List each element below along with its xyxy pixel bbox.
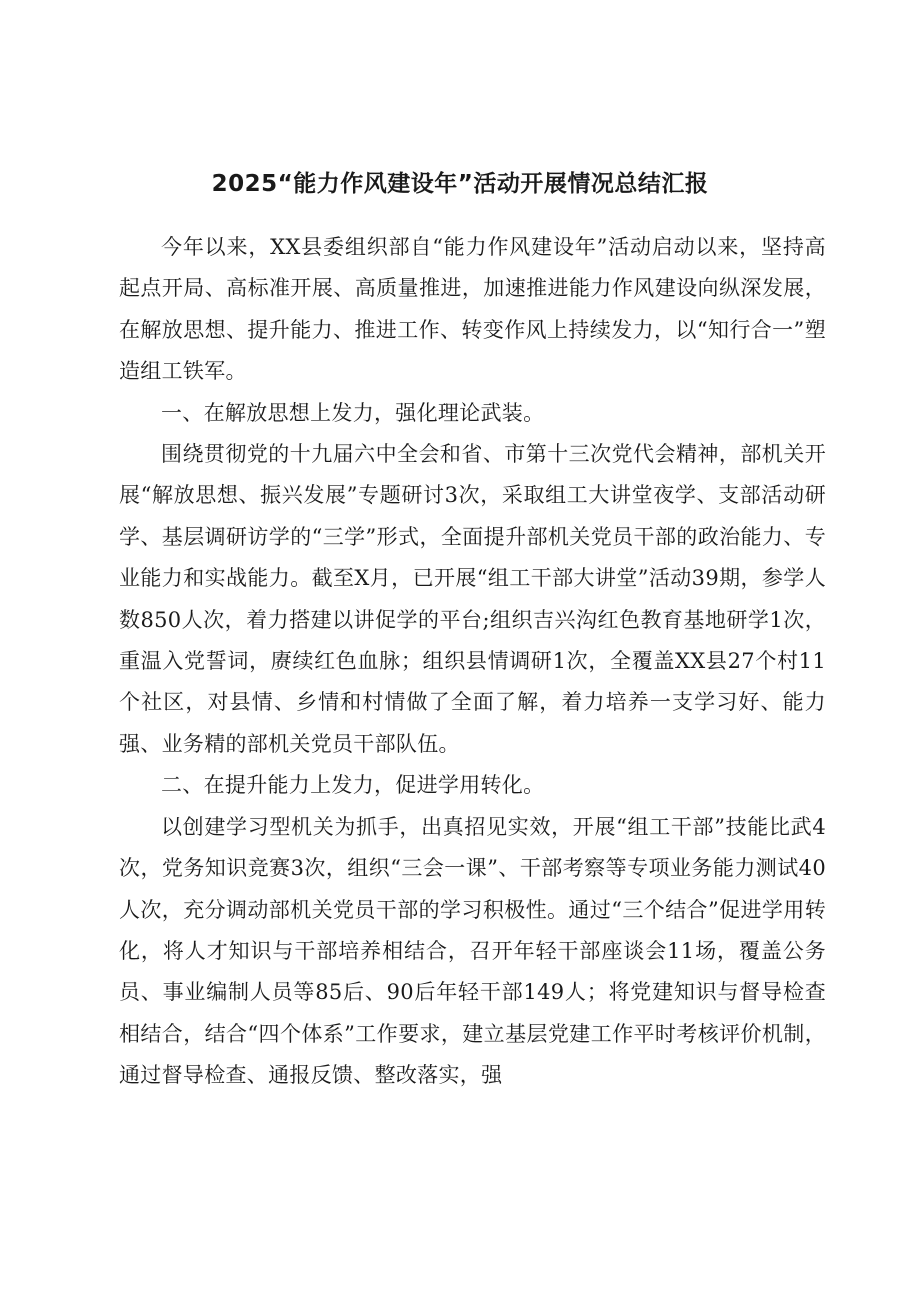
section-1-paragraph: 围绕贯彻党的十九届六中全会和省、市第十三次党代会精神，部机关开展“解放思想、振兴发展”专题研讨3次，采取组工大讲堂夜学、支部活动研学、基层调研访学的“三学”形式，全面提升部机关党员干部的政治能力、专业能力和实战能力。截至X月，已开展“组工干部大讲堂”活动39期，参学人数850人次，着力搭建以讲促学的平台;组织吉兴沟红色教育基地研学1次，重温入党誓词，赓续红色血脉；组织县情调研1次，全覆盖XX县27个村11个社区，对县情、乡情和村情做了全面了解，着力培养一支学习好、能力强、业务精的部机关党员干部队伍。 <box>119 442 826 756</box>
document-title: 2025“能力作风建设年”活动开展情况总结汇报 <box>211 171 709 197</box>
section-heading-2: 二、在提升能力上发力，促进学用转化。 <box>161 773 545 798</box>
section-2-paragraph: 以创建学习型机关为抓手，出真招见实效，开展“组工干部”技能比武4次，党务知识竞赛3次，组织“三会一课”、干部考察等专项业务能力测试40人次，充分调动部机关党员干部的学习积极性。通过“三个结合”促进学用转化，将人才知识与干部培养相结合，召开年轻干部座谈会11场，覆盖公务员、事业编制人员等85后、90后年轻干部149人；将党建知识与督导检查相结合，结合“四个体系”工作要求，建立基层党建工作平时考核评价机制，通过督导检查、通报反馈、整改落实，强 <box>119 814 826 1088</box>
intro-paragraph: 今年以来，XX县委组织部自“能力作风建设年”活动启动以来，坚持高起点开局、高标准开展、高质量推进，加速推进能力作风建设向纵深发展，在解放思想、提升能力、推进工作、转变作风上持续发力，以“知行合一”塑造组工铁军。 <box>119 235 826 384</box>
section-heading-1: 一、在解放思想上发力，强化理论武装。 <box>161 400 545 425</box>
document-body <box>119 227 826 1097</box>
